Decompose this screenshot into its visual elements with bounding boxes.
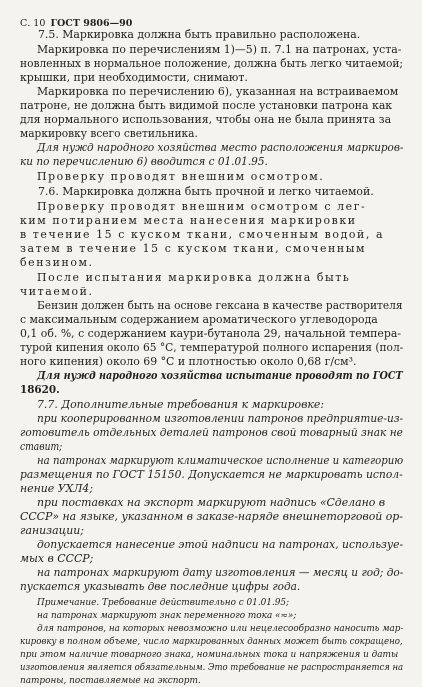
text-line: Для нужд народного хозяйства место расположения маркиров- bbox=[37, 141, 404, 154]
text-line: ного кипения) около 69 °С и плотностью около 0,68 г/см³. bbox=[20, 355, 357, 368]
text-line: при кооперированном изготовлении патронов предприятие-из- bbox=[37, 412, 404, 425]
text-line: 7.6. Маркировка должна быть прочной и легко читаемой. bbox=[38, 185, 374, 198]
text-line: на патронах маркируют дату изготовления — месяц и год; до- bbox=[37, 566, 404, 579]
text-line: затем в течение 15 с куском ткани, смоченным bbox=[20, 242, 367, 255]
text-line: при поставках на экспорт маркируют надпись «Сделано в bbox=[37, 496, 386, 509]
note-line: при этом наличие товарного знака, номинальных тока и напряжения и даты bbox=[20, 650, 399, 660]
text-line: допускается нанесение этой надписи на патронах, используе- bbox=[37, 538, 404, 551]
text-line: 7.5. Маркировка должна быть правильно расположена. bbox=[38, 28, 361, 41]
text-line: с максимальным содержанием ароматического углеводорода bbox=[20, 313, 378, 326]
text-line: ганизации; bbox=[20, 524, 84, 537]
text-line: готовитель отдельных деталей патронов свой товарный знак не bbox=[20, 426, 403, 439]
text-line: 0,1 об. %, с содержанием каури-бутанола 29, начальной темпера- bbox=[20, 327, 402, 340]
text-line: 7.7. Дополнительные требования к маркировке: bbox=[37, 398, 325, 411]
text-line: Маркировка по перечислению 6), указанная на встраиваемом bbox=[37, 85, 399, 98]
note-line: для патронов, на которых невозможно или нецелесообразно наносить мар- bbox=[37, 624, 404, 634]
text-line: пускается указывать две последние цифры года. bbox=[20, 580, 301, 593]
text-line: патроне, не должна быть видимой после установки патрона как bbox=[20, 99, 393, 112]
text-line: Маркировка по перечислениям 1)—5) п. 7.1 на патронах, уста- bbox=[37, 43, 402, 56]
text-line: СССР» на языке, указанном в заказе-наряде внешнеторговой ор- bbox=[20, 510, 403, 523]
standard-title: ГОСТ 9806—90 bbox=[50, 18, 133, 29]
text-line: размещения по ГОСТ 15150. Допускается не маркировать испол- bbox=[20, 468, 403, 481]
text-line: турой кипения около 65 °С, температурой полного испарения (пол- bbox=[20, 341, 404, 354]
text-line: ки по перечислению 6) вводится с 01.01.95. bbox=[20, 155, 268, 168]
text-line: бензином. bbox=[20, 256, 94, 269]
text-line: крышки, при необходимости, снимают. bbox=[20, 71, 248, 84]
page-number: С. 10 bbox=[20, 18, 46, 29]
note-line: Примечание. Требование действительно с 01.01.95; bbox=[37, 598, 290, 608]
text-line: нение УХЛ4; bbox=[20, 482, 94, 495]
note-line: на патронах маркируют знак переменного тока «≂»; bbox=[37, 611, 297, 621]
text-line: маркировку всего светильника. bbox=[20, 127, 198, 140]
note-line: кировку в полном объеме, число маркированных данных может быть сокращено, bbox=[20, 637, 403, 647]
text-line: в течение 15 с куском ткани, смоченным водой, а bbox=[20, 228, 385, 241]
text-line: Проверку проводят внешним осмотром с лег- bbox=[37, 200, 367, 213]
text-line: Для нужд народного хозяйства испытание проводят по ГОСТ bbox=[37, 369, 403, 382]
text-line: Бензин должен быть на основе гексана в качестве растворителя bbox=[37, 299, 403, 312]
text-line: ким потиранием места нанесения маркировки bbox=[20, 214, 357, 227]
text-line: Проверку проводят внешним осмотром. bbox=[37, 170, 325, 183]
text-line: мых в СССР; bbox=[20, 552, 94, 565]
text-line: на патронах маркируют климатическое исполнение и категорию bbox=[37, 454, 404, 467]
note-line: изготовления является обязательным. Это требование не распространяется на bbox=[20, 663, 404, 673]
text-line: читаемой. bbox=[20, 285, 94, 298]
note-line: патроны, поставляемые на экспорт. bbox=[20, 676, 201, 686]
text-line: После испытания маркировка должна быть bbox=[37, 271, 351, 284]
text-line: ставит; bbox=[20, 440, 63, 453]
text-line: 18620. bbox=[20, 383, 60, 396]
text-line: новленных в нормальное положение, должна быть легко читаемой; bbox=[20, 57, 403, 70]
text-line: для нормального использования, чтобы она не была принята за bbox=[20, 113, 392, 126]
